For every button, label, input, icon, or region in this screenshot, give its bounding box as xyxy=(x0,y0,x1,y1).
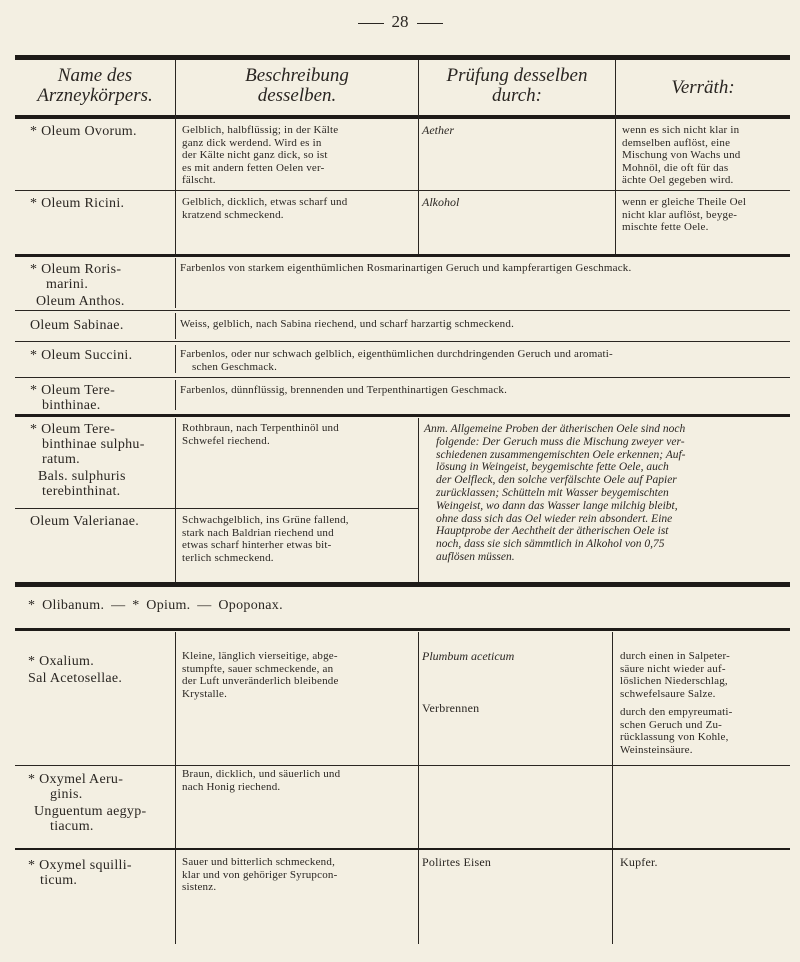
entry-test xyxy=(422,196,459,209)
name-line: Oleum Valerianae. xyxy=(30,514,140,529)
result-line: rücklassung von Kohle, xyxy=(620,731,729,743)
desc-line: Rothbraun, nach Terpenthinöl und xyxy=(182,422,339,434)
col-divider xyxy=(418,632,419,944)
col-divider xyxy=(175,380,176,410)
name-line: * Oleum Tere- xyxy=(30,422,116,437)
result-line: schwefelsaure Salze. xyxy=(620,687,716,700)
name-line: terebinthinat. xyxy=(42,484,121,499)
name-line: * Oleum Succini. xyxy=(30,348,133,363)
note-line: Hauptprobe der Aechtheit der ätherischen Oele ist xyxy=(436,525,669,538)
page-number-line xyxy=(0,12,800,32)
desc-line: Farbenlos, dünnflüssig, brennenden und Terpenthinartigen Geschmack. xyxy=(180,384,508,396)
entry-result xyxy=(622,196,790,234)
row-rule xyxy=(15,508,418,509)
table1-bottom-rule xyxy=(15,582,790,587)
result-line: durch den empyreumati- xyxy=(620,706,733,718)
table1-header-rule xyxy=(15,115,790,119)
desc-line: etwas scharf hinterher etwas bit- xyxy=(182,539,332,551)
entry-result xyxy=(622,124,790,187)
result-line: nicht klar auflöst, beyge- xyxy=(622,208,738,221)
result-line: löslichen Niederschlag, xyxy=(620,675,728,687)
entry-description xyxy=(182,650,416,700)
middle-entries-line: * Olibanum. — * Opium. — Opoponax. xyxy=(28,598,283,613)
entry-description xyxy=(182,196,416,221)
test-line: Alkohol xyxy=(422,195,460,209)
desc-line: der Luft unveränderlich bleibende xyxy=(182,675,339,687)
entry-test xyxy=(422,856,610,869)
entry-description xyxy=(182,856,416,894)
row-rule xyxy=(15,310,790,311)
entry-name xyxy=(30,196,124,211)
result-line: säure nicht wieder auf- xyxy=(620,662,726,675)
desc-line: Krystalle. xyxy=(182,687,228,700)
name-line: binthinae sulphu- xyxy=(42,437,145,452)
col-divider xyxy=(612,632,613,944)
desc-line: der Kälte nicht ganz dick, so ist xyxy=(182,149,328,161)
desc-line: nach Honig riechend. xyxy=(182,780,281,793)
entry-name xyxy=(30,383,115,413)
desc-line: Braun, dicklich, und säuerlich und xyxy=(182,768,341,780)
result-line: Weinsteinsäure. xyxy=(620,743,693,756)
page-number: 28 xyxy=(391,12,409,31)
entry-name xyxy=(28,654,122,686)
col-divider xyxy=(175,418,176,583)
note-line: der Oelfleck, den solche verfälschte Oele auf Papier xyxy=(436,474,677,487)
row-rule xyxy=(15,765,790,766)
header-reveals xyxy=(616,78,790,98)
name-line: * Oxymel Aeru- xyxy=(28,772,124,787)
result-line: wenn es sich nicht klar in xyxy=(622,124,740,136)
desc-line: kratzend schmeckend. xyxy=(182,208,284,221)
desc-line: Sauer und bitterlich schmeckend, xyxy=(182,856,336,868)
note-line: noch, dass sie sich sämmtlich in Alkohol von 0,75 xyxy=(436,538,665,551)
name-line: * Oleum Ovorum. xyxy=(30,124,137,139)
desc-line: klar und von gehöriger Syrupcon- xyxy=(182,868,338,881)
name-line: * Oxalium. xyxy=(28,654,94,669)
entry-description xyxy=(182,422,416,447)
result-line: Kupfer. xyxy=(620,855,658,869)
desc-line: schen Geschmack. xyxy=(192,360,278,373)
col-divider xyxy=(418,418,419,583)
name-line: Bals. sulphuris xyxy=(38,469,126,484)
entry-full-description xyxy=(180,318,788,331)
test-line: Plumbum aceticum xyxy=(422,649,515,663)
col-divider xyxy=(175,345,176,373)
name-line: ticum. xyxy=(40,873,78,888)
result-line: durch einen in Salpeter- xyxy=(620,650,730,662)
entry-result xyxy=(620,856,790,869)
dash-right xyxy=(417,23,443,24)
name-line: ratum. xyxy=(42,452,80,467)
entry-full-description xyxy=(180,348,788,373)
note-line: auflösen müssen. xyxy=(436,550,515,563)
header-description xyxy=(176,66,418,106)
desc-line: ganz dick werdend. Wird es in xyxy=(182,136,322,149)
desc-line: stark nach Baldrian riechend und xyxy=(182,526,334,539)
header-line: Verräth: xyxy=(671,77,735,98)
name-line: Sal Acetosellae. xyxy=(28,671,123,686)
desc-line: Schwachgelblich, ins Grüne fallend, xyxy=(182,514,349,526)
name-line: * Oleum Roris- xyxy=(30,262,122,277)
row-rule xyxy=(15,341,790,342)
row-rule xyxy=(15,254,790,257)
header-name xyxy=(15,66,175,106)
entry-test xyxy=(422,124,454,137)
entry-name xyxy=(30,422,145,499)
desc-line: Weiss, gelblich, nach Sabina riechend, und scharf harzartig schmeckend. xyxy=(180,318,515,330)
entry-full-description xyxy=(180,384,788,397)
entry-name xyxy=(30,514,139,529)
desc-line: Kleine, länglich vierseitige, abge- xyxy=(182,650,338,662)
name-line: Unguentum aegyp- xyxy=(34,804,147,819)
desc-line: terlich schmeckend. xyxy=(182,551,274,564)
col-divider xyxy=(175,632,176,944)
dash-left xyxy=(358,23,384,24)
note-line: ohne dass sich das Oel wieder rein absondert. Eine xyxy=(436,512,673,525)
desc-line: Farbenlos von starkem eigenthümlichen Rosmarinartigen Geruch und kampferartigen Geschmack. xyxy=(180,262,632,274)
table2-top-rule xyxy=(15,628,790,631)
note-line: Weingeist, wo dann das Wasser lange milchig bleibt, xyxy=(436,499,678,512)
name-line: Oleum Sabinae. xyxy=(30,318,124,333)
entry-name xyxy=(30,262,125,309)
entry-name xyxy=(30,124,137,139)
result-line: Mohnöl, die oft für das xyxy=(622,161,729,174)
note-line: zurücklassen; Schütteln mit Wasser beygemischten xyxy=(436,486,669,499)
entry-description xyxy=(182,514,416,564)
name-line: * Oxymel squilli- xyxy=(28,858,132,873)
entry-full-description xyxy=(180,262,788,275)
entry-description xyxy=(182,768,416,793)
header-line: Arzneykörpers. xyxy=(37,85,153,106)
note-line: schiedenen zusammengemischten Oele erkennen; Auf- xyxy=(436,448,686,461)
result-line: demselben auflöst, eine xyxy=(622,136,731,149)
note-line: Anm. Allgemeine Proben der ätherischen Oele sind noch xyxy=(424,423,686,435)
table1-top-rule xyxy=(15,55,790,60)
desc-line: Schwefel riechend. xyxy=(182,434,270,447)
row-rule xyxy=(15,190,790,191)
test-line: Verbrennen xyxy=(422,701,480,715)
name-line: * Oleum Tere- xyxy=(30,383,116,398)
test-line: Polirtes Eisen xyxy=(422,855,492,869)
name-line: * Oleum Ricini. xyxy=(30,196,125,211)
general-note xyxy=(424,423,786,564)
result-line: Mischung von Wachs und xyxy=(622,149,741,161)
desc-line: stumpfte, sauer schmeckende, an xyxy=(182,662,334,675)
entry-test xyxy=(422,650,610,663)
col-divider xyxy=(175,313,176,339)
header-line: Beschreibung xyxy=(245,65,349,86)
row-rule xyxy=(15,414,790,417)
note-line: lösung in Weingeist, beygemischte fette Oele, auch xyxy=(436,461,669,474)
entry-result xyxy=(620,650,790,756)
desc-line: fälscht. xyxy=(182,174,216,186)
entry-test xyxy=(422,702,610,715)
result-line: schen Geruch und Zu- xyxy=(620,718,723,731)
desc-line: sistenz. xyxy=(182,881,217,893)
name-line: tiacum. xyxy=(50,819,94,834)
desc-line: es mit andern fetten Oelen ver- xyxy=(182,161,325,174)
row-rule xyxy=(15,848,790,850)
header-line: desselben. xyxy=(257,85,337,106)
desc-line: Gelblich, halbflüssig; in der Kälte xyxy=(182,124,339,136)
note-line: folgende: Der Geruch muss die Mischung zweyer ver- xyxy=(436,435,685,448)
name-line: binthinae. xyxy=(42,398,101,413)
result-line: ächte Oel gegeben wird. xyxy=(622,174,734,186)
header-line: Name des xyxy=(57,65,133,86)
entry-name xyxy=(28,772,147,834)
row-rule xyxy=(15,377,790,378)
entry-name xyxy=(30,318,124,333)
header-line: Prüfung desselben xyxy=(446,65,588,86)
header-line: durch: xyxy=(492,85,542,106)
entry-name xyxy=(28,858,132,888)
desc-line: Farbenlos, oder nur schwach gelblich, eigenthümlichen durchdringenden Geruch und aromati- xyxy=(180,348,613,360)
name-line: marini. xyxy=(46,277,89,292)
col-divider xyxy=(175,258,176,308)
name-line: Oleum Anthos. xyxy=(36,294,125,309)
result-line: wenn er gleiche Theile Oel xyxy=(622,196,747,208)
test-line: Aether xyxy=(422,123,454,137)
name-line: ginis. xyxy=(50,787,83,802)
entry-description xyxy=(182,124,416,187)
desc-line: Gelblich, dicklich, etwas scharf und xyxy=(182,196,348,208)
result-line: mischte fette Oele. xyxy=(622,221,709,233)
header-test xyxy=(419,66,615,106)
entry-name xyxy=(30,348,132,363)
